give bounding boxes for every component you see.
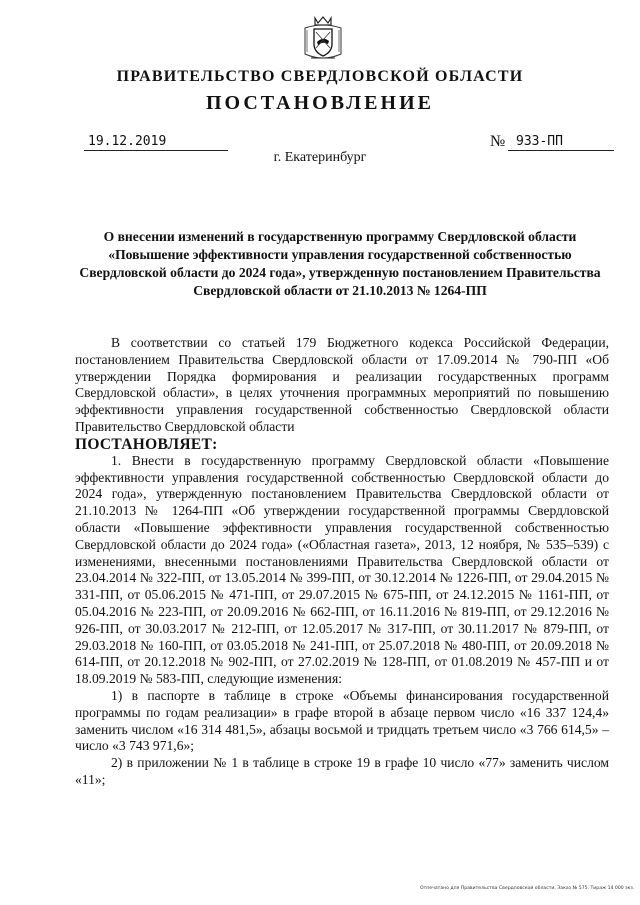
document-number: 933-ПП (508, 134, 614, 151)
number-sign: № (490, 133, 506, 150)
subitem-2-paragraph: 2) в приложении № 1 в таблице в строке 19 в графе 10 число «77» заменить числом «11»; (75, 755, 609, 787)
document-body (75, 335, 609, 789)
document-date: 19.12.2019 (84, 134, 228, 151)
resolves-heading: ПОСТАНОВЛЯЕТ: (75, 435, 218, 453)
preamble-paragraph: В соответствии со статьей 179 Бюджетного кодекса Российской Федерации, постановлением Правительства Свердловской области от 17.09.2014 № 790-ПП «Об утверждении Порядка формирования и реализации государственных программ Свердловской области», в целях уточнения программных мероприятий по повышению эффективности управления государственной собственностью Свердловской области Правительство Свердловской области (75, 335, 609, 434)
subitem-1-paragraph: 1) в паспорте в таблице в строке «Объемы финансирования государственной программы по годам реализации» в графе второй в абзаце первом число «16 337 124,4» заменить числом «16 314 481,5», абзацы восьмой и тридцать третьем число «3 766 614,5» – число «3 743 971,6»; (75, 687, 609, 754)
print-footer: Отпечатано для Правительства Свердловской области, Заказ № 575. Тираж 14 000 экз. (420, 886, 635, 891)
document-type: ПОСТАНОВЛЕНИЕ (206, 92, 434, 114)
coat-of-arms-icon (301, 14, 345, 64)
document-subject: О внесении изменений в государственную программу Свердловской области «Повышение эффективности управления государственной собственностью Свердловской области до 2024 года», утвержденную постановлением Правительства Свердловской области от 21.10.2013 № 1264-ПП (79, 229, 601, 298)
organization-name: ПРАВИТЕЛЬСТВО СВЕРДЛОВСКОЙ ОБЛАСТИ (116, 68, 524, 85)
document-city: г. Екатеринбург (273, 150, 367, 165)
item-1-paragraph: 1. Внести в государственную программу Свердловской области «Повышение эффективности управления государственной собственностью Свердловской области до 2024 года», утвержденную постановлением Правительства Свердловской области от 21.10.2013 № 1264-ПП «Об утверждении государственной программы Свердловской области «Повышение эффективности управления государственной собственностью Свердловской области до 2024 года» («Областная газета», 2013, 12 ноября, № 535–539) с изменениями, внесенными постановлениями Правительства Свердловской области от 23.04.2014 № 322-ПП, от 13.05.2014 № 399-ПП, от 30.12.2014 № 1226-ПП, от 29.04.2015 № 331-ПП, от 05.06.2015 № 471-ПП, от 29.07.2015 № 675-ПП, от 24.12.2015 № 1161-ПП, от 05.04.2016 № 223-ПП, от 20.09.2016 № 662-ПП, от 16.11.2016 № 819-ПП, от 29.12.2016 № 926-ПП, от 30.03.2017 № 212-ПП, от 12.05.2017 № 317-ПП, от 30.11.2017 № 879-ПП, от 29.03.2018 № 160-ПП, от 03.05.2018 № 241-ПП, от 25.07.2018 № 480-ПП, от 20.09.2018 № 614-ПП, от 20.12.2018 № 902-ПП, от 27.02.2019 № 128-ПП, от 01.08.2019 № 457-ПП и от 18.09.2019 № 583-ПП, следующие изменения: (75, 452, 609, 687)
